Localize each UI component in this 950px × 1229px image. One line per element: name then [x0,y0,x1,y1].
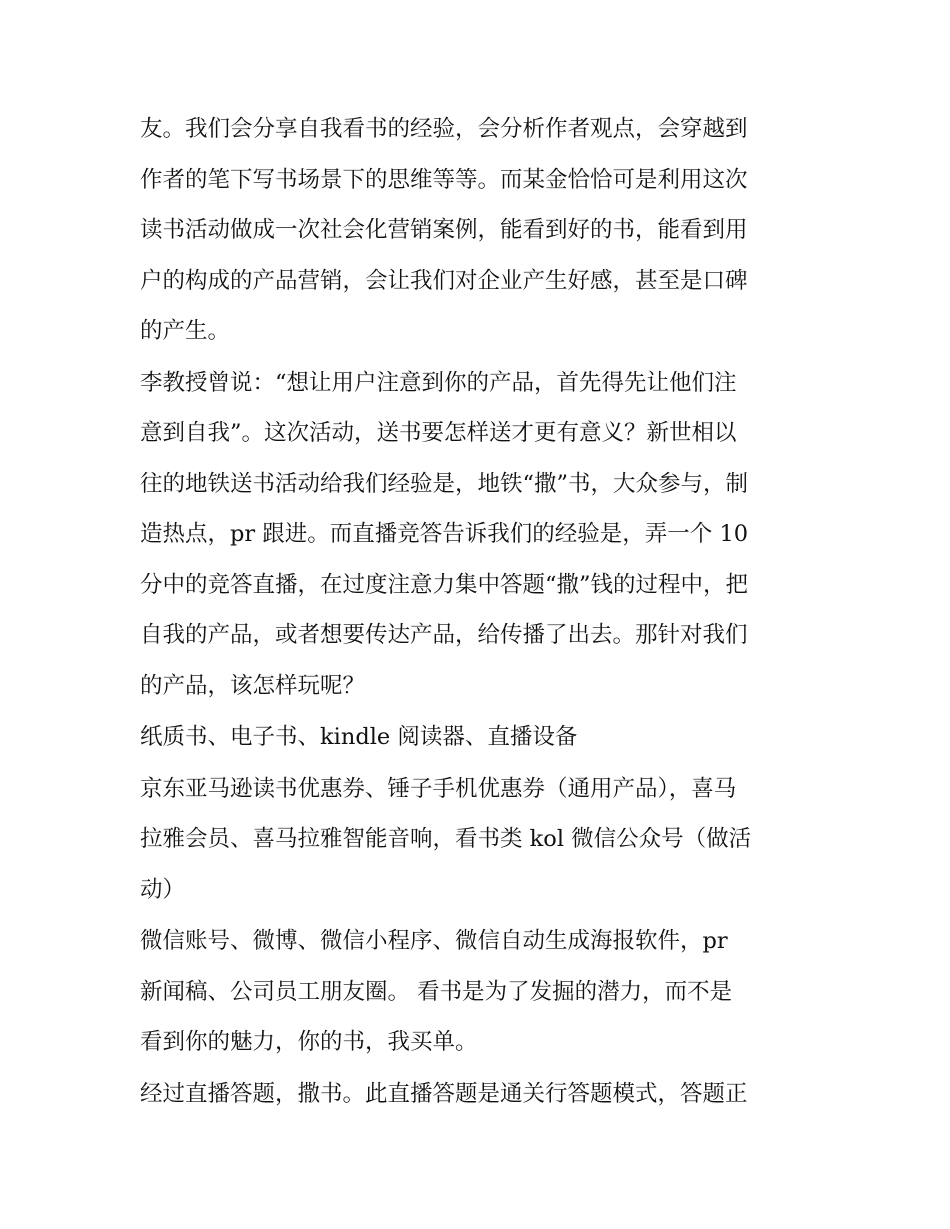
text-line: 自我的产品，或者想要传达产品，给传播了出去。那针对我们 [140,622,748,648]
text-line: 户的构成的产品营销，会让我们对企业产生好感，甚至是口碑 [140,267,748,294]
text-line: 往的地铁送书活动给我们经验是，地铁“撒”书，大众参与，制 [140,470,749,497]
text-line: 新闻稿、公司员工朋友圈。 看书是为了发掘的潜力，而不是 [140,978,733,1005]
text-line: 意到自我”。这次活动，送书要怎样送才更有意义？新世相以 [140,420,737,446]
text-line: 纸质书、电子书、kindle 阅读器、直播设备 [140,724,578,750]
paragraph-2 [140,358,816,712]
text-line: 造热点，pr 跟进。而直播竞答告诉我们的经验是，弄一个 10 [140,521,749,547]
text-line: 李教授曾说：“想让用户注意到你的产品，首先得先让他们注 [140,369,737,396]
text-line: 读书活动做成一次社会化营销案例，能看到好的书，能看到用 [140,217,748,243]
text-line: 看到你的魅力，你的书，我买单。 [140,1029,478,1055]
text-line: 微信账号、微博、微信小程序、微信自动生成海报软件，pr [140,928,728,954]
text-line: 的产生。 [140,318,231,344]
text-line: 分中的竞答直播，在过度注意力集中答题“撒”钱的过程中，把 [140,571,749,598]
text-line: 友。我们会分享自我看书的经验，会分析作者观点，会穿越到 [140,116,748,142]
text-line: 拉雅会员、喜马拉雅智能音响，看书类 kol 微信公众号（做活 [140,826,752,852]
text-line: 京东亚马逊读书优惠券、锤子手机优惠券（通用产品），喜马 [140,775,737,802]
document-page [140,104,816,1120]
paragraph-3 [140,712,816,763]
paragraph-4 [140,764,816,916]
text-line: 作者的笔下写书场景下的思维等等。而某金恰恰可是利用这次 [140,166,748,193]
text-line: 动） [140,876,186,903]
text-line: 的产品，该怎样玩呢？ [140,672,366,699]
paragraph-5 [140,916,816,1068]
text-line: 经过直播答题，撒书。此直播答题是通关行答题模式，答题正 [140,1080,748,1107]
paragraph-1 [140,104,816,357]
paragraph-6 [140,1069,816,1120]
